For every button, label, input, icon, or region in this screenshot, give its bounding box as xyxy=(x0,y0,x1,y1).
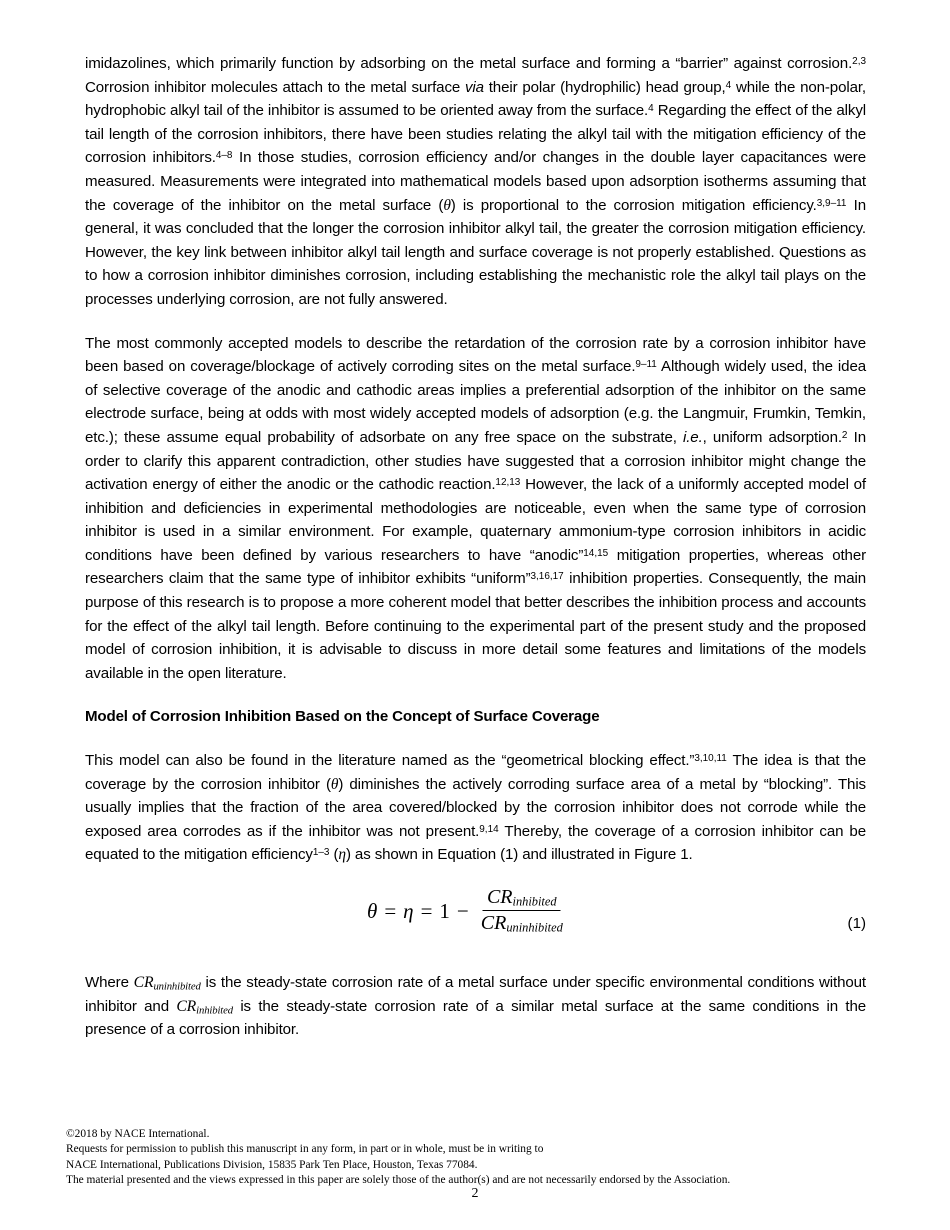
text-segment: In those studies, corrosion efficiency and/or changes in the double layer capacitances were measured. Measurements were integrated into mathematical models based upon adsorption isotherms assuming that the coverage of the inhibitor on the metal surface ( xyxy=(85,149,866,214)
text-segment: is the steady-state corrosion rate of a similar metal surface at the same conditions in the presence of a corrosion inhibitor. xyxy=(85,997,866,1039)
page-number: 2 xyxy=(471,1186,479,1201)
text-segment: their polar (hydrophilic) head group, xyxy=(483,78,726,96)
italic-term-via: via xyxy=(464,78,484,96)
citation-ref: 3,9–11 xyxy=(816,197,847,209)
footer-copyright: ©2018 by NACE International. xyxy=(66,1128,210,1140)
citation-ref: 9–11 xyxy=(635,358,657,370)
equation-1-expression xyxy=(366,887,569,936)
footer-disclaimer-line: The material presented and the views expressed in this paper are solely those of the author(s) and are not necessarily endorsed by the Association. xyxy=(66,1174,731,1187)
equation-one: 1 xyxy=(439,899,450,923)
fraction-numerator xyxy=(483,886,561,911)
text-segment: is the steady-state corrosion rate of a metal surface under specific environmental conditions without inhibitor and xyxy=(85,974,867,1015)
paragraph-intro-imidazolines xyxy=(85,52,866,312)
italic-term-ie: i.e. xyxy=(682,428,703,446)
citation-ref: 3,16,17 xyxy=(530,571,564,583)
text-segment: mitigation properties, whereas other researchers claim that the same type of inhibitor exhibits “uniform” xyxy=(85,546,866,588)
text-segment: while the non-polar, hydrophobic alkyl tail of the inhibitor is assumed to be oriented away from the surface. xyxy=(85,78,866,120)
citation-ref: 9,14 xyxy=(479,823,499,835)
equation-equals: = xyxy=(384,899,397,923)
citation-ref: 3,10,11 xyxy=(694,752,727,764)
citation-ref: 4 xyxy=(725,79,732,91)
numerator-subscript: inhibited xyxy=(512,894,557,909)
fraction-denominator xyxy=(477,911,567,935)
citation-ref: 2 xyxy=(841,429,848,441)
greek-symbol-eta: η xyxy=(338,846,346,864)
text-segment: Although widely used, the idea of selective coverage of the anodic and cathodic areas implies a preferential adsorption of the inhibitor on the same electrode surface, being at odds with most widely accepted models of adsorption (e.g. the Langmuir, Frumkin, Temkin, etc.); these assume equal probability of adsorbate on any free space on the substrate, xyxy=(85,358,866,446)
math-variable-cr-inhibited xyxy=(176,998,233,1015)
text-segment: inhibition properties. Consequently, the main purpose of this research is to propose a more coherent model that better describes the inhibition process and accounts for the effect of the alkyl tail length. Before continuing to the experimental part of the present study and the proposed model of corrosion inhibition, it is advisable to discuss in more detail some features and limitations of the models available in the open literature. xyxy=(85,570,866,682)
greek-symbol-theta: θ xyxy=(443,196,451,214)
text-segment: ( xyxy=(329,846,339,864)
variable-subscript: uninhibited xyxy=(153,980,201,993)
greek-symbol-theta: θ xyxy=(330,775,339,793)
text-segment: Corrosion inhibitor molecules attach to the metal surface xyxy=(85,78,465,96)
equation-eta: η xyxy=(403,899,414,923)
text-segment: ) as shown in Equation (1) and illustrated in Figure 1. xyxy=(345,846,693,864)
text-segment: The most commonly accepted models to describe the retardation of the corrosion rate by a corrosion inhibitor have been based on coverage/blockage of actively corroding sites on the metal surface. xyxy=(85,334,866,376)
text-segment: Thereby, the coverage of a corrosion inhibitor can be equated to the mitigation efficiency xyxy=(85,822,866,864)
text-segment: Regarding the effect of the alkyl tail length of the corrosion inhibitors, there have been studies relating the alkyl tail with the mitigation efficiency of the corrosion inhibitors. xyxy=(85,102,867,167)
text-segment: , uniform adsorption. xyxy=(702,428,842,446)
citation-ref: 2,3 xyxy=(852,55,866,67)
text-segment: This model can also be found in the literature named as the “geometrical blocking effect.” xyxy=(85,752,695,770)
text-segment: In general, it was concluded that the longer the corrosion inhibitor alkyl tail, the greater the corrosion mitigation efficiency. However, the key link between inhibitor alkyl tail length and surface coverage is not properly established. Questions as to how a corrosion inhibitor diminishes corrosion, including establishing the mechanistic role the alkyl tail plays on the processes underlying corrosion, are not fully answered. xyxy=(85,196,866,308)
citation-ref: 4–8 xyxy=(215,150,233,162)
text-segment: In order to clarify this apparent contradiction, other studies have suggested that a corrosion inhibitor might change the activation energy of either the anodic or the cathodic reaction. xyxy=(85,428,866,494)
text-segment: However, the lack of a uniformly accepted model of inhibition and deficiencies in experimental methodologies are noticeable, even when the same type of corrosion inhibitor is used in a similar environment. For example, quaternary ammonium-type corrosion inhibitors in acidic conditions have been defined by various researchers to have “anodic” xyxy=(85,476,866,564)
text-segment: ) is proportional to the corrosion mitigation efficiency. xyxy=(450,196,817,214)
paragraph-variable-definitions xyxy=(85,971,866,1042)
text-segment: imidazolines, which primarily function by adsorbing on the metal surface and forming a “barrier” against corrosion. xyxy=(85,55,853,72)
citation-ref: 12,13 xyxy=(495,476,521,488)
paragraph-accepted-models xyxy=(85,332,866,686)
variable-subscript: inhibited xyxy=(196,1003,233,1016)
text-segment: Where xyxy=(85,974,134,991)
footer-permissions-line: Requests for permission to publish this manuscript in any form, in part or in whole, must be in writing to xyxy=(66,1143,544,1156)
paragraph-geometrical-blocking xyxy=(85,749,866,867)
equation-theta: θ xyxy=(366,899,378,923)
citation-ref: 4 xyxy=(648,103,654,115)
math-variable-cr-uninhibited xyxy=(134,974,201,991)
variable-name: CR xyxy=(176,997,197,1015)
page-footer xyxy=(66,1127,866,1189)
page-content xyxy=(85,52,866,1042)
equation-number: (1) xyxy=(847,915,866,932)
citation-ref: 1–3 xyxy=(312,847,330,859)
denominator-subscript: uninhibited xyxy=(506,920,563,935)
equation-equals: = xyxy=(420,899,433,923)
text-segment: ) diminishes the actively corroding surface area of a metal by “blocking”. This usually implies that the fraction of the area covered/blocked by the corrosion inhibitor does not corrode while the exposed area corrodes as if the inhibitor was not present. xyxy=(85,775,866,840)
numerator-var: CR xyxy=(486,886,513,908)
footer-address-line: NACE International, Publications Division, 15835 Park Ten Place, Houston, Texas 77084. xyxy=(66,1158,478,1171)
section-heading-surface-coverage: Model of Corrosion Inhibition Based on the Concept of Surface Coverage xyxy=(85,708,600,726)
text-segment: The idea is that the coverage by the corrosion inhibitor ( xyxy=(85,752,867,793)
equation-minus: − xyxy=(456,899,469,923)
equation-1-block xyxy=(85,887,866,949)
denominator-var: CR xyxy=(480,912,507,934)
variable-name: CR xyxy=(133,974,154,991)
equation-fraction xyxy=(477,886,567,935)
citation-ref: 14,15 xyxy=(583,547,609,559)
